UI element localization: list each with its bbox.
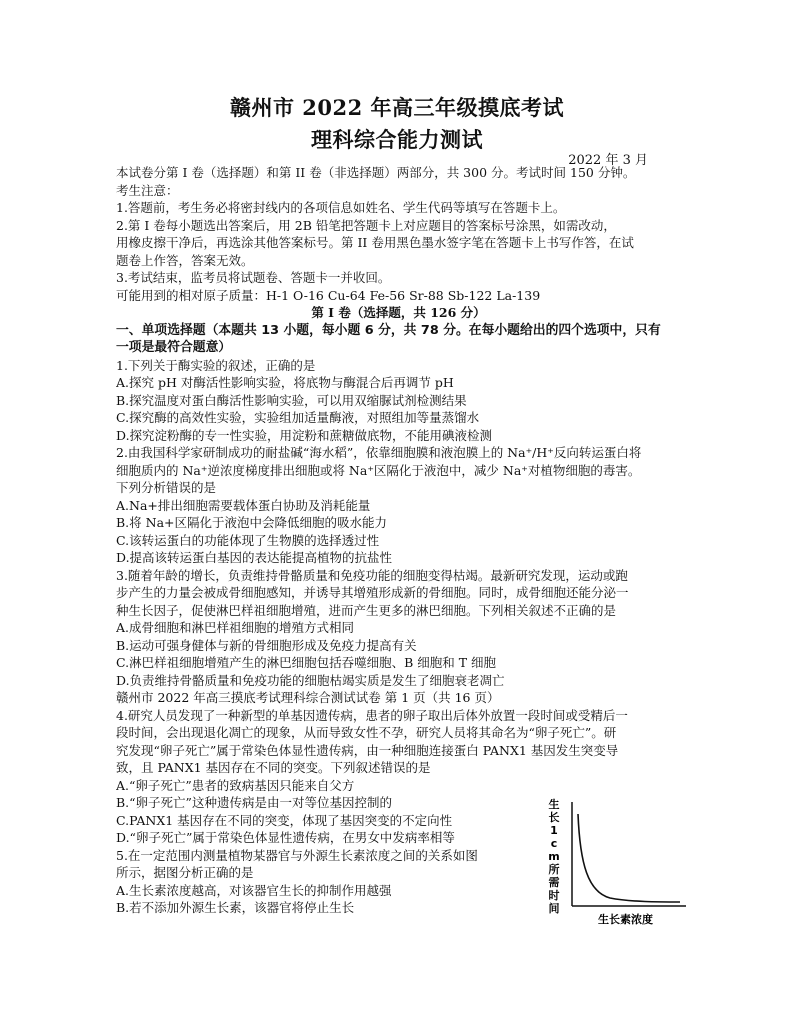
text-line: B.探究温度对蛋白酶活性影响实验，可以用双缩脲试剂检测结果: [116, 392, 467, 408]
text-line: B.若不添加外源生长素，该器官将停止生长: [116, 900, 355, 915]
text-line: 段时间，会出现退化凋亡的现象，从而导致女性不孕，研究人员将其命名为“卵子死亡”。研: [116, 725, 617, 740]
text-line: A.生长素浓度越高，对该器官生长的抑制作用越强: [116, 882, 392, 898]
x-axis-label: 生长素浓度: [598, 913, 653, 926]
text-line: 步产生的力量会被成骨细胞感知，并诱导其增殖形成新的骨细胞。同时，成骨细胞还能分泌一: [116, 585, 629, 600]
text-line: 用橡皮擦干净后，再选涂其他答案标号。第 II 卷用黑色墨水签字笔在答题卡上书写作答，在试: [116, 235, 634, 250]
text-line: B.“卵子死亡”这种遗传病是由一对等位基因控制的: [116, 795, 392, 810]
text-line: 可能用到的相对原子质量：H-1 O-16 Cu-64 Fe-56 Sr-88 Sb-122 La-139: [116, 287, 541, 303]
text-line: C.该转运蛋白的功能体现了生物膜的选择透过性: [116, 532, 380, 548]
text-line: D.探究淀粉酶的专一性实验，用淀粉和蔗糖做底物，不能用碘液检测: [116, 427, 493, 443]
exam-date: 2022 年 3 月: [568, 153, 648, 168]
text-line: 种生长因子，促使淋巴样祖细胞增殖，进而产生更多的淋巴细胞。下列相关叙述不正确的是: [116, 602, 617, 618]
text-line: A.成骨细胞和淋巴样祖细胞的增殖方式相同: [116, 620, 355, 635]
text-line: 一项是最符合题意）: [116, 340, 232, 355]
text-line: 1.答题前，考生务必将密封线内的各项信息如姓名、学生代码等填写在答题卡上。: [116, 200, 566, 215]
text-line: C.淋巴样祖细胞增殖产生的淋巴细胞包括吞噬细胞、B 细胞和 T 细胞: [116, 655, 497, 670]
text-line: 本试卷分第 I 卷（选择题）和第 II 卷（非选择题）两部分，共 300 分。考试时间 150 分钟。: [116, 165, 636, 180]
y-axis-label: 生长 1 c m 所需时间: [548, 798, 560, 915]
text-line: 究发现“卵子死亡”属于常染色体显性遗传病，由一种细胞连接蛋白 PANX1 基因发生突变导: [116, 742, 619, 758]
text-line: A.Na+排出细胞需要载体蛋白协助及消耗能量: [116, 497, 371, 513]
text-line: A.探究 pH 对酶活性影响实验，将底物与酶混合后再调节 pH: [116, 375, 454, 390]
response-curve: [578, 814, 680, 902]
text-line: 3.考试结束，监考员将试题卷、答题卡一并收回。: [116, 270, 391, 285]
text-line: 下列分析错误的是: [116, 480, 217, 495]
exam-title: 赣州市 2022 年高三年级摸底考试: [229, 95, 565, 120]
text-line: C.探究酶的高效性实验，实验组加适量酶液，对照组加等量蒸馏水: [116, 410, 480, 425]
text-line: 题卷上作答，答案无效。: [116, 252, 254, 268]
text-line: 2.第 I 卷每小题选出答案后，用 2B 铅笔把答题卡上对应题目的答案标号涂黑，如需改动，: [116, 217, 616, 233]
text-line: 赣州市 2022 年高三摸底考试理科综合测试试卷 第 1 页（共 16 页）: [116, 690, 500, 705]
text-line: B.运动可强身健体与新的骨细胞形成及免疫力提高有关: [116, 637, 417, 653]
text-line: 1.下列关于酶实验的叙述，正确的是: [116, 357, 316, 373]
text-line: 细胞质内的 Na⁺逆浓度梯度排出细胞或将 Na⁺区隔化于液泡中，减少 Na⁺对植物细胞的毒害。: [116, 462, 641, 478]
text-line: 2.由我国科学家研制成功的耐盐碱“海水稻”，依靠细胞膜和液泡膜上的 Na⁺/H⁺反向转运蛋白将: [116, 445, 642, 460]
text-line: B.将 Na+区隔化于液泡中会降低细胞的吸水能力: [116, 515, 387, 530]
text-line: A.“卵子死亡”患者的致病基因只能来自父方: [116, 777, 355, 793]
auxin-figure: [540, 794, 690, 929]
text-line: 5.在一定范围内测量植物某器官与外源生长素浓度之间的关系如图: [116, 847, 478, 863]
text-line: D.“卵子死亡”属于常染色体显性遗传病，在男女中发病率相等: [116, 830, 455, 845]
text-line: D.负责维持骨骼质量和免疫功能的细胞枯竭实质是发生了细胞衰老凋亡: [116, 672, 505, 688]
text-line: 4.研究人员发现了一种新型的单基因遗传病，患者的卵子取出后体外放置一段时间或受精后一: [116, 707, 628, 723]
exam-subtitle: 理科综合能力测试: [311, 127, 483, 152]
text-line: 致，且 PANX1 基因存在不同的突变。下列叙述错误的是: [116, 760, 431, 775]
text-line: C.PANX1 基因存在不同的突变，体现了基因突变的不定向性: [116, 812, 453, 828]
text-line: 3.随着年龄的增长，负责维持骨骼质量和免疫功能的细胞变得枯竭。最新研究发现，运动或跑: [116, 567, 628, 583]
text-line: 所示，据图分析正确的是: [116, 865, 254, 880]
text-line: D.提高该转运蛋白基因的表达能提高植物的抗盐性: [116, 550, 393, 565]
text-line: 第 I 卷（选择题，共 126 分）: [311, 305, 486, 320]
text-line: 一、单项选择题（本题共 13 小题，每小题 6 分，共 78 分。在每小题给出的四个选项中，只有: [116, 322, 661, 338]
text-line: 考生注意：: [116, 182, 179, 198]
